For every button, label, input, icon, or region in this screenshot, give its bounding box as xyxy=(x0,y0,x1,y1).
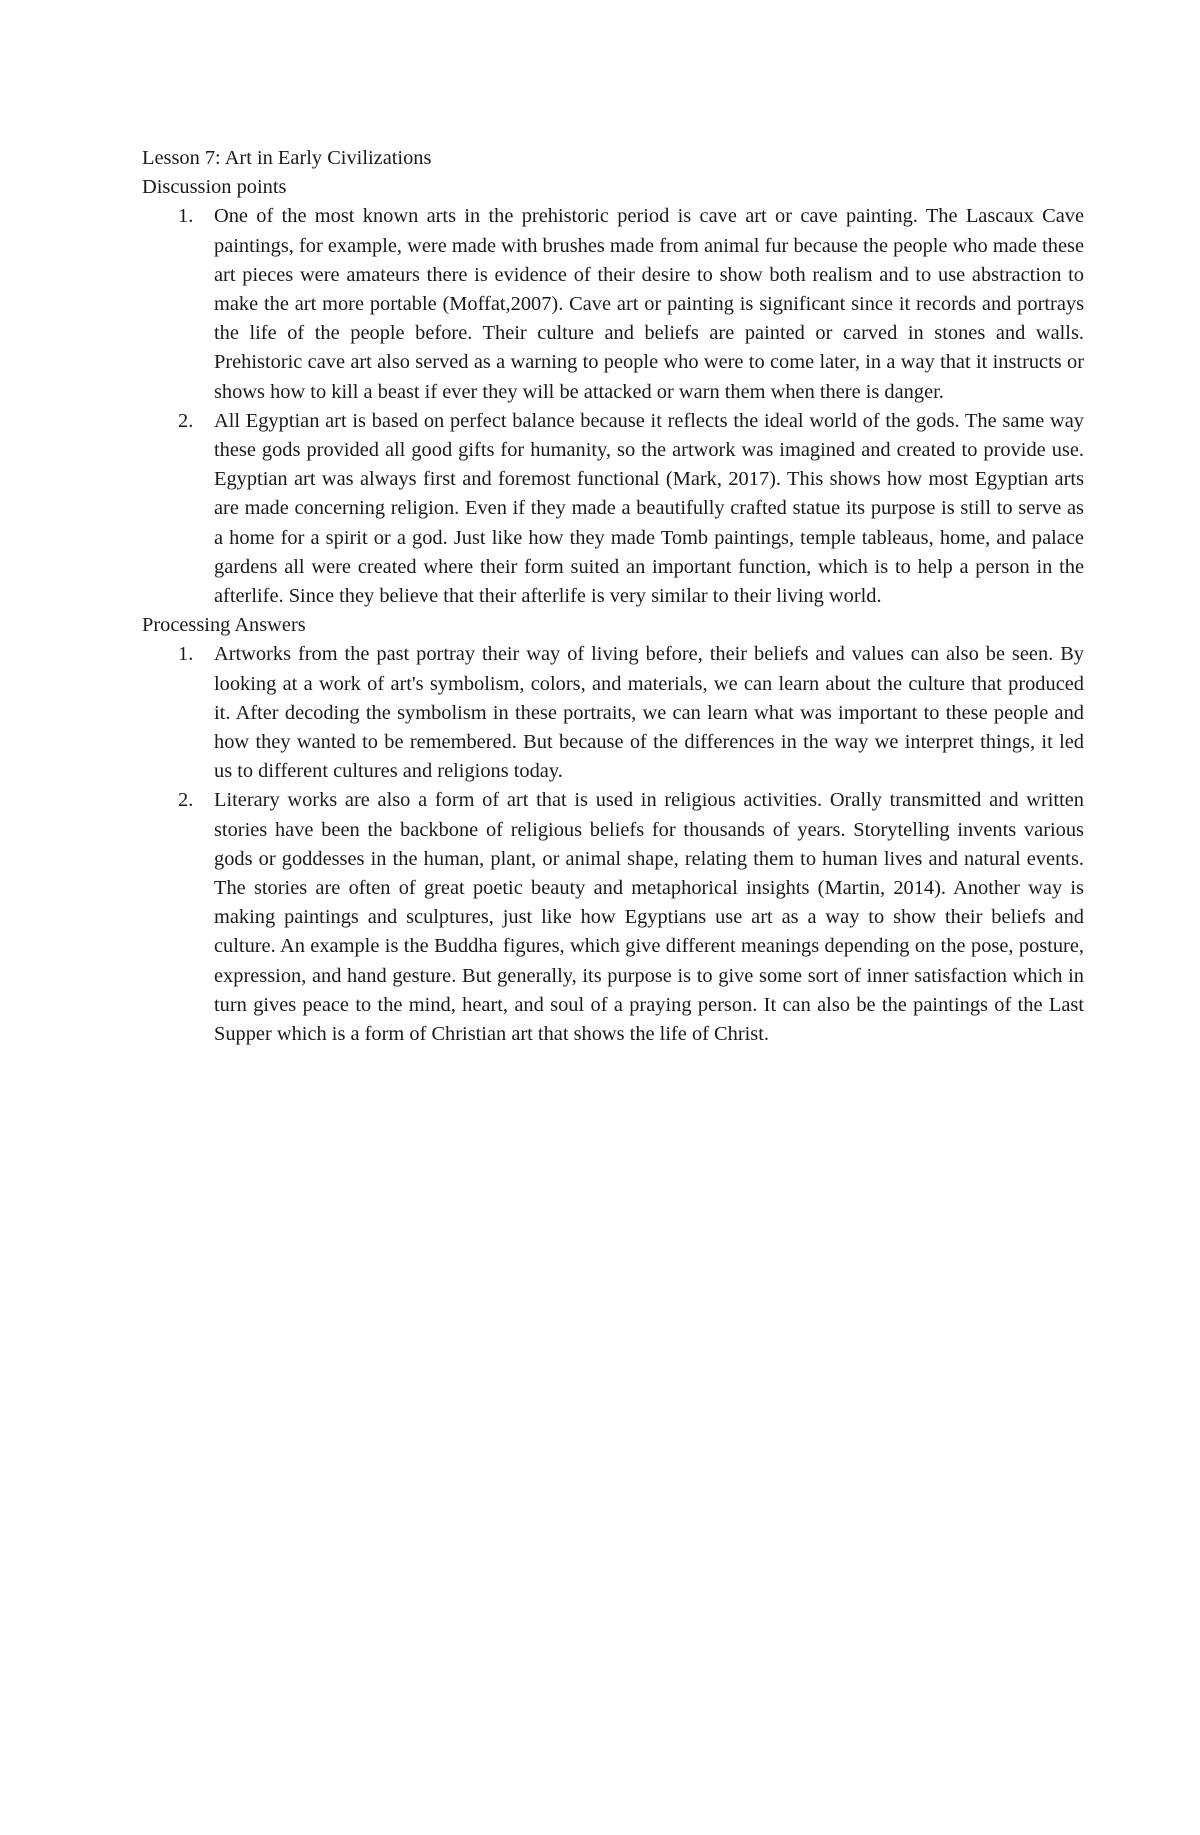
document-title: Lesson 7: Art in Early Civilizations xyxy=(142,147,432,169)
discussion-points-section xyxy=(142,173,1084,611)
document-page xyxy=(142,144,1084,1049)
discussion-points-list xyxy=(142,202,1084,611)
processing-answers-list xyxy=(142,640,1084,1049)
processing-answers-section xyxy=(142,611,1084,1049)
processing-answer-1: Artworks from the past portray their way of living before, their beliefs and values can also be seen. By looking at a work of art's symbolism, colors, and materials, we can learn about the culture that produced it. After decoding the symbolism in these portraits, we can learn what was important to these people and how they wanted to be remembered. But because of the differences in the way we interpret things, it led us to different cultures and religions today. xyxy=(214,643,1084,783)
discussion-point-2: All Egyptian art is based on perfect balance because it reflects the ideal world of the gods. The same way these gods provided all good gifts for humanity, so the artwork was imagined and created to provide use. Egyptian art was always first and foremost functional (Mark, 2017). This shows how most Egyptian arts are made concerning religion. Even if they made a beautifully crafted statue its purpose is still to serve as a home for a spirit or a god. Just like how they made Tomb paintings, temple tableaus, home, and palace gardens all were created where their form suited an important function, which is to help a person in the afterlife. Since they believe that their afterlife is very similar to their living world. xyxy=(214,409,1084,608)
processing-answer-2: Literary works are also a form of art that is used in religious activities. Orally transmitted and written stories have been the backbone of religious beliefs for thousands of years. Storytelling invents various gods or goddesses in the human, plant, or animal shape, relating them to human lives and natural events. The stories are often of great poetic beauty and metaphorical insights (Martin, 2014). Another way is making paintings and sculptures, just like how Egyptians use art as a way to show their beliefs and culture. An example is the Buddha figures, which give different meanings depending on the pose, posture, expression, and hand gesture. But generally, its purpose is to give some sort of inner satisfaction which in turn gives peace to the mind, heart, and soul of a praying person. It can also be the paintings of the Last Supper which is a form of Christian art that shows the life of Christ. xyxy=(214,789,1084,1046)
discussion-point-1: One of the most known arts in the prehistoric period is cave art or cave painting. The Lascaux Cave paintings, for example, were made with brushes made from animal fur because the people who made these art pieces were amateurs there is evidence of their desire to show both realism and to use abstraction to make the art more portable (Moffat,2007). Cave art or painting is significant since it records and portrays the life of the people before. Their culture and beliefs are painted or carved in stones and walls. Prehistoric cave art also served as a warning to people who were to come later, in a way that it instructs or shows how to kill a beast if ever they will be attacked or warn them when there is danger. xyxy=(214,205,1084,403)
section-heading-processing-answers: Processing Answers xyxy=(142,614,306,637)
section-heading-discussion-points: Discussion points xyxy=(142,176,287,199)
